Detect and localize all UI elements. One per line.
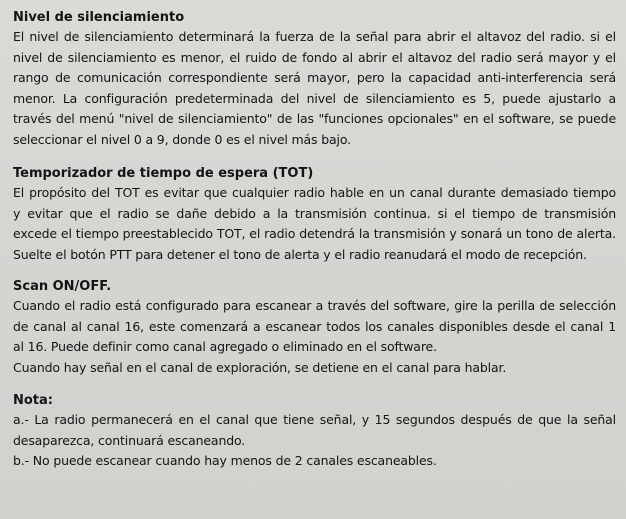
- paragraph-line: Cuando hay señal en el canal de exploración, se detiene en el canal para hablar.: [13, 359, 507, 375]
- paragraph-line: El nivel de silenciamiento determinará la fuerza de la señal para abrir el altavoz del radio. si el: [13, 29, 616, 44]
- paragraph-line: menor. La configuración predeterminada del nivel de silenciamiento es 5, puede ajustarlo a: [13, 90, 616, 106]
- note-line: b.- No puede escanear cuando hay menos de 2 canales escaneables.: [13, 453, 437, 468]
- note-heading: Nota:: [13, 393, 53, 408]
- paragraph-line: Cuando el radio está configurado para escanear a través del software, gire la perilla de selección: [13, 298, 616, 313]
- paragraph-line: nivel de silenciamiento es menor, el ruido de fondo al abrir el altavoz del radio será mayor y el: [13, 49, 616, 65]
- paragraph-line: Suelte el botón PTT para detener el tono de alerta y el radio reanudará el modo de recepción.: [13, 246, 587, 262]
- paragraph-line: El propósito del TOT es evitar que cualquier radio hable en un canal durante demasiado tiempo: [13, 185, 616, 200]
- section-timeout-timer: [13, 164, 616, 265]
- note-line: a.- La radio permanecerá en el canal que tiene señal, y 15 segundos después de que la señal: [13, 412, 616, 427]
- section-squelch-level: [13, 8, 616, 150]
- paragraph-line: al 16. Puede definir como canal agregado o eliminado en el software.: [13, 339, 437, 354]
- paragraph-line: de canal al canal 16, este comenzará a escanear todos los canales disponibles desde el canal 1: [13, 318, 616, 334]
- section-note: [13, 391, 616, 472]
- section-heading: Scan ON/OFF.: [13, 279, 112, 294]
- paragraph-line: y evitar que el radio se dañe debido a la transmisión continua. si el tiempo de transmisión: [13, 205, 616, 221]
- section-heading: Temporizador de tiempo de espera (TOT): [13, 166, 314, 181]
- section-heading: Nivel de silenciamiento: [13, 10, 185, 25]
- paragraph-line: través del menú "nivel de silenciamiento" de las "funciones opcionales" en el software, se puede: [13, 111, 616, 126]
- paragraph-line: seleccionar el nivel 0 a 9, donde 0 es el nivel más bajo.: [13, 131, 351, 147]
- paragraph-line: rango de comunicación correspondiente será mayor, pero la capacidad anti-interferencia será: [13, 70, 616, 85]
- note-line: desaparezca, continuará escaneando.: [13, 432, 246, 448]
- paragraph-line: excede el tiempo preestablecido TOT, el radio detendrá la transmisión y sonará un tono de alerta.: [13, 226, 616, 241]
- section-scan: [13, 277, 616, 378]
